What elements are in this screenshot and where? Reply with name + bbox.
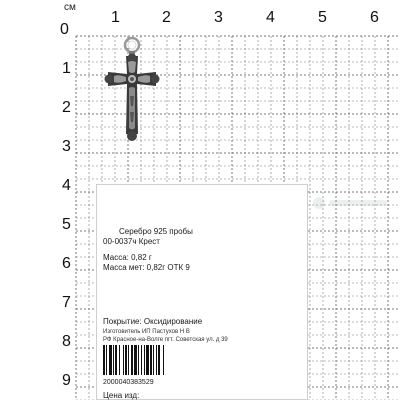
barcode-bar (134, 345, 137, 375)
barcode-bar (123, 345, 124, 375)
barcode-bar (106, 345, 107, 375)
barcode-bar (125, 345, 127, 375)
barcode-bar (144, 345, 145, 375)
x-mark-3: 3 (214, 9, 223, 26)
barcode-bar (128, 345, 129, 375)
price-label: Цена изд: (103, 391, 140, 400)
tag-metal-line: Серебро 925 пробы (119, 227, 193, 236)
tag-mass-line: Масса: 0,82 г (103, 253, 152, 262)
y-mark-3: 3 (62, 138, 71, 155)
barcode-bar (156, 345, 157, 375)
barcode-bar (113, 345, 114, 375)
tag-manufacturer-line: Изготовитель ИП Пастухов Н В (103, 329, 190, 335)
barcode-bar (153, 345, 154, 375)
barcode-bar (103, 345, 105, 375)
y-mark-7: 7 (62, 294, 71, 311)
barcode-bar (109, 345, 112, 375)
y-mark-1: 1 (62, 60, 71, 77)
barcode-bar (138, 345, 139, 375)
y-mark-8: 8 (62, 333, 71, 350)
y-mark-9: 9 (62, 372, 71, 389)
barcode-bar (115, 345, 117, 375)
barcode-bar (146, 345, 149, 375)
barcode-bar (150, 345, 152, 375)
barcode-bar (158, 345, 160, 375)
cross-pendant-image (104, 36, 160, 146)
x-mark-6: 6 (370, 9, 379, 26)
unit-label: см (64, 2, 76, 13)
watermark-logo (311, 195, 391, 211)
y-mark-4: 4 (62, 177, 71, 194)
tag-address-line: РФ Красное-на-Волге пгт. Советская ул. д 39 (103, 337, 228, 343)
x-mark-2: 2 (162, 9, 171, 26)
tag-coating-line: Покрытие: Оксидирование (103, 317, 203, 326)
x-mark-5: 5 (318, 9, 327, 26)
x-mark-1: 1 (111, 9, 120, 26)
tag-article-line: 00-0037ч Крест (103, 237, 160, 246)
x-mark-0: 0 (60, 21, 69, 38)
barcode-bar (141, 345, 142, 375)
barcode-number: 2000040383529 (103, 379, 154, 386)
y-mark-2: 2 (62, 99, 71, 116)
barcode-bar (119, 345, 120, 375)
product-tag (96, 184, 308, 400)
barcode (103, 345, 187, 375)
y-mark-5: 5 (62, 216, 71, 233)
barcode-bar (163, 345, 164, 375)
x-mark-4: 4 (266, 9, 275, 26)
y-mark-6: 6 (62, 255, 71, 272)
barcode-bar (131, 345, 133, 375)
tag-metal-mass-line: Масса мет: 0,82г ОТК 9 (103, 263, 190, 272)
